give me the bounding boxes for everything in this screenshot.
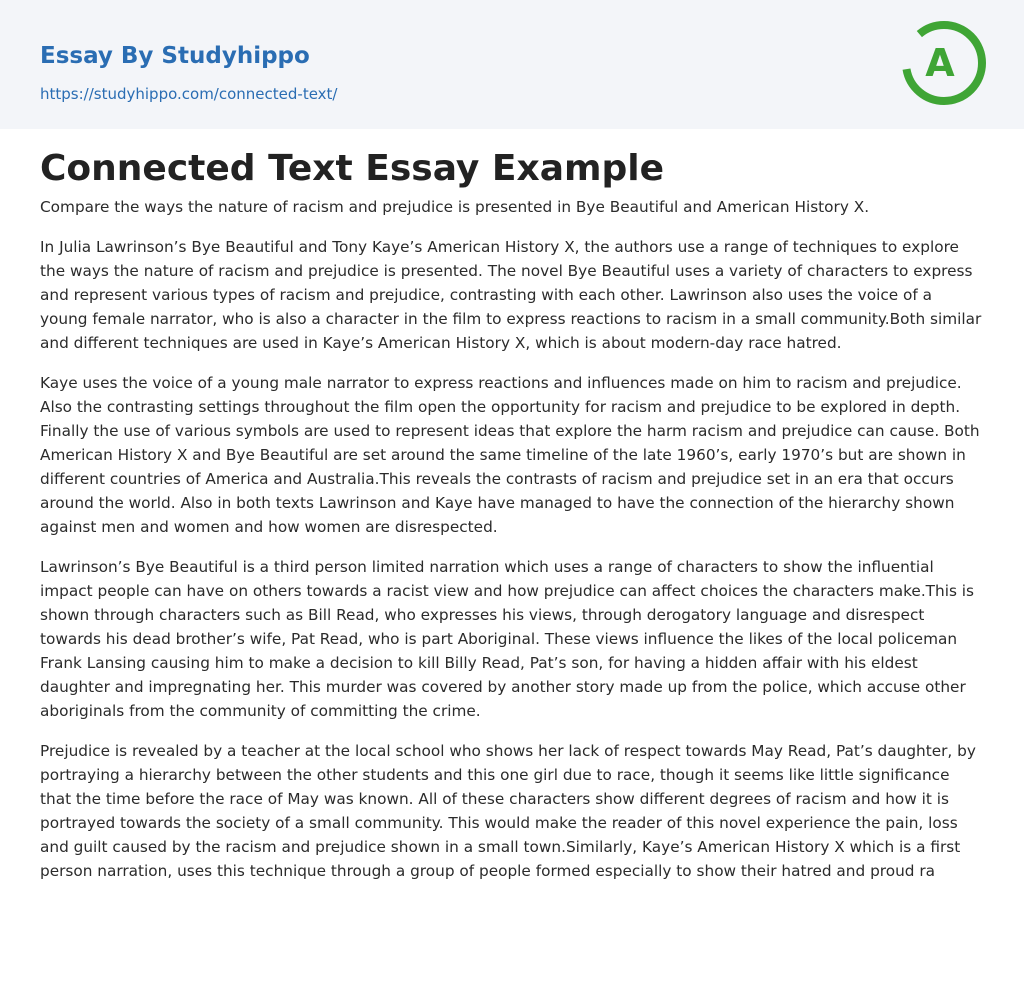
essay-body xyxy=(40,195,984,899)
essay-paragraph: Kaye uses the voice of a young male narrator to express reactions and influences made on him to racism and prejudice. Also the contrasting settings throughout the film open the opportunity for racism and prejudice to be explored in depth. Finally the use of various symbols are used to represent ideas that explore the harm racism and prejudice can cause. Both American History X and Bye Beautiful are set around the same timeline of the late 1960’s, early 1970’s but are shown in different countries of America and Australia.This reveals the contrasts of racism and prejudice set in an era that occurs around the world. Also in both texts Lawrinson and Kaye have managed to have the connection of the hierarchy shown against men and women and how women are disrespected. xyxy=(40,374,980,536)
page-title: Connected Text Essay Example xyxy=(40,148,665,189)
essay-paragraph: Lawrinson’s Bye Beautiful is a third person limited narration which uses a range of characters to show the influential impact people can have on others towards a racist view and how prejudice can affect choices the characters make.This is shown through characters such as Bill Read, who expresses his views, through derogatory language and disrespect towards his dead brother’s wife, Pat Read, who is part Aboriginal. These views influence the likes of the local policeman Frank Lansing causing him to make a decision to kill Billy Read, Pat’s son, for having a hidden affair with his eldest daughter and impregnating her. This murder was covered by another story made up from the police, which accuse other aboriginals from the community of committing the crime. xyxy=(40,558,975,720)
essay-paragraph: Compare the ways the nature of racism and prejudice is presented in Bye Beautiful and American History X. xyxy=(40,198,870,216)
logo-letter: A xyxy=(925,41,955,85)
essay-paragraph: Prejudice is revealed by a teacher at the local school who shows her lack of respect towards May Read, Pat’s daughter, by portraying a hierarchy between the other students and this one girl due to race, though it seems like little significance that the time before the race of May was known. All of these characters show different degrees of racism and how it is portrayed towards the society of a small community. This would make the reader of this novel experience the pain, loss and guilt caused by the racism and prejudice shown in a small town.Similarly, Kaye’s American History X which is a first person narration, uses this technique through a group of people formed especially to show their hatred and proud ra xyxy=(40,742,976,880)
page-url-link[interactable]: https://studyhippo.com/connected-text/ xyxy=(40,85,338,103)
studyhippo-logo-icon[interactable] xyxy=(896,18,988,108)
essay-paragraph: In Julia Lawrinson’s Bye Beautiful and Tony Kaye’s American History X, the authors use a range of techniques to explore the ways the nature of racism and prejudice is presented. The novel Bye Beautiful uses a variety of characters to express and represent various types of racism and prejudice, contrasting with each other. Lawrinson also uses the voice of a young female narrator, who is also a character in the film to express reactions to racism in a small community.Both similar and different techniques are used in Kaye’s American History X, which is about modern-day race hatred. xyxy=(40,238,982,352)
site-title[interactable]: Essay By Studyhippo xyxy=(40,43,310,69)
